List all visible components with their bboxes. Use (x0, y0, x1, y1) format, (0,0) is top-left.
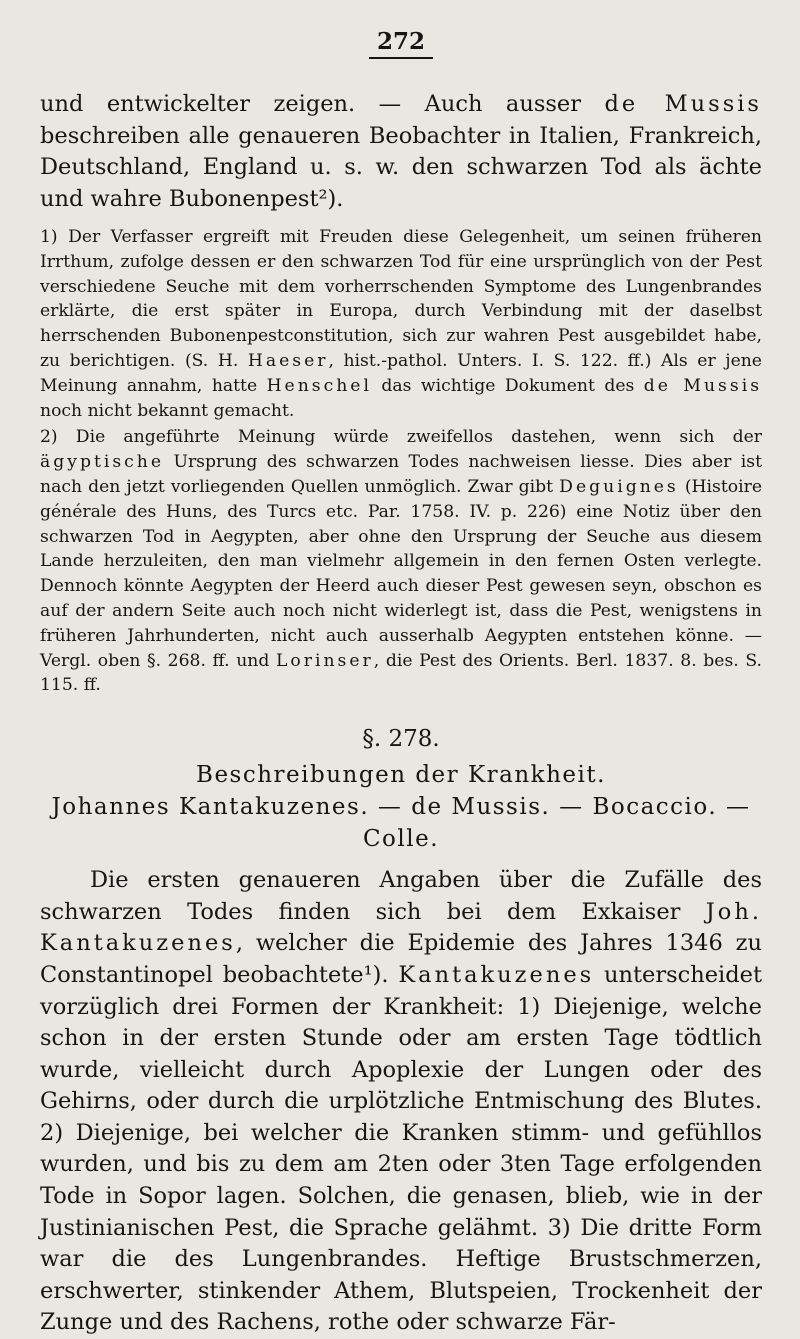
footnotes (40, 225, 762, 698)
section-title: Beschreibungen der Krankheit. (196, 762, 606, 789)
footnote-2: 2) Die angeführte Meinung würde zweifellos dastehen, wenn sich der ägyptische Ursprung des schwarzen Todes nachweisen liesse. Dies aber ist nach den jetzt vorliegenden Quellen unmöglich. Zwar gibt Deguignes (Histoire générale des Huns, des Turcs etc. Par. 1758. IV. p. 226) eine Notiz über den schwarzen Tod in Aegypten, aber ohne den Ursprung der Seuche aus diesem Lande herzuleiten, den man vielmehr allgemein in den fernen Osten verlegte. Dennoch könnte Aegypten der Heerd auch dieser Pest gewesen seyn, obschon es auf der andern Seite auch noch nicht widerlegt ist, dass die Pest, wenigstens in früheren Jahrhunderten, nicht auch ausserhalb Aegypten entstehen könne. — Vergl. oben §. 268. ff. und Lorinser, die Pest des Orients. Berl. 1837. 8. bes. S. 115. ff. (40, 427, 762, 696)
emphasized-name: de Mussis (604, 91, 762, 117)
section-number: §. 278. (362, 726, 440, 753)
body-paragraph: Die ersten genaueren Angaben über die Zufälle des schwarzen Todes finden sich bei dem Exkaiser Joh. Kantakuzenes, welcher die Epidemie des Jahres 1346 zu Constantinopel beobachtete¹). Kantakuzenes unterscheidet vorzüglich drei Formen der Krankheit: 1) Diejenige, welche schon in der ersten Stunde oder am ersten Tage tödtlich wurde, vielleicht durch Apoplexie der Lungen oder des Gehirns, oder durch die urplötzliche Entmischung des Blutes. 2) Diejenige, bei welcher die Kranken stimm- und gefühllos wurden, und bis zu dem am 2ten oder 3ten Tage erfolgenden Tode in Sopor lagen. Solchen, die genasen, blieb, wie in der Justinianischen Pest, die Sprache gelähmt. 3) Die dritte Form war die des Lungenbrandes. Heftige Brustschmerzen, erschwerter, stinkender Athem, Blutspeien, Trockenheit der Zunge und des Rachens, rothe oder schwarze Fär- (40, 867, 762, 1336)
page-number: 272 (40, 28, 762, 55)
footnote-1: 1) Der Verfasser ergreift mit Freuden diese Gelegenheit, um seinen früheren Irrthum, zufolge dessen er den schwarzen Tod für eine ursprünglich von der Pest verschiedene Seuche mit dem vorherrschenden Symptome des Lungenbrandes erklärte, die erst später in Europa, durch Verbindung mit der daselbst herrschenden Bubonenpestconstitution, sich zur wahren Pest ausgebildet habe, zu berichtigen. (S. H. Haeser, hist.-pathol. Unters. I. S. 122. ff.) Als er jene Meinung annahm, hatte Henschel das wichtige Dokument des de Mussis noch nicht bekannt gemacht. (40, 227, 763, 421)
top-paragraph: und entwickelter zeigen. — Auch ausser de Mussis beschreiben alle genaueren Beobachter in Italien, Frankreich, Deutschland, England u. s. w. den schwarzen Tod als ächte und wahre Bubonenpest²). (40, 91, 762, 212)
section-names-line: Johannes Kantakuzenes. — de Mussis. — Bocaccio. — Colle. (51, 794, 751, 853)
